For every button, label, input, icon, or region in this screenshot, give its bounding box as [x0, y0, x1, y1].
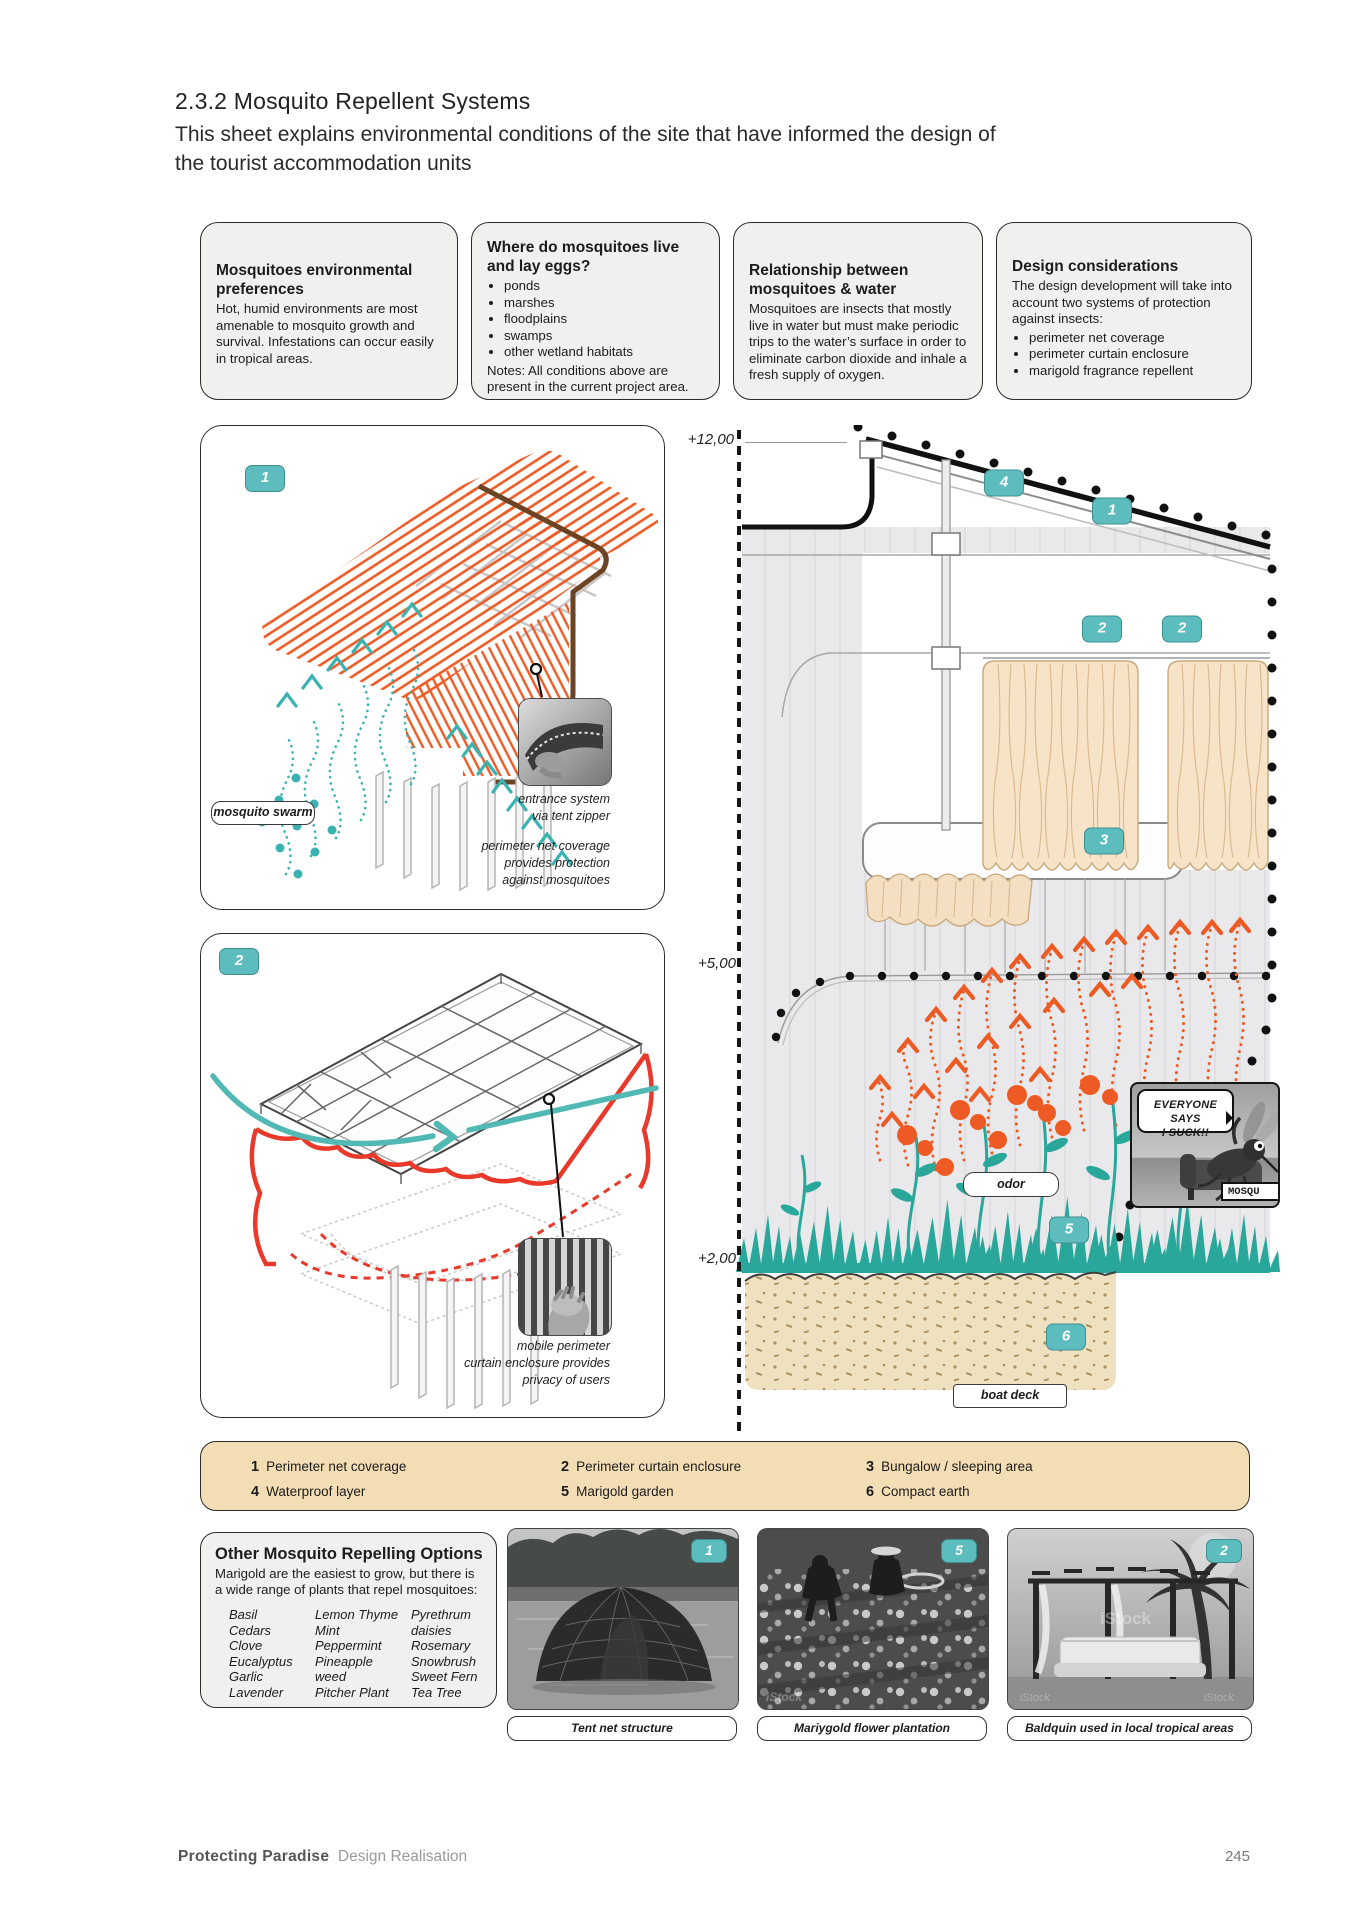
panel1-badge: 1 — [245, 465, 285, 492]
plant: Lemon Thyme — [315, 1607, 399, 1622]
plant: Pyrethrum — [411, 1607, 471, 1622]
infobox-body: The design development will take into account two systems of protection against insects: — [1012, 278, 1232, 326]
legend-item — [561, 1484, 866, 1500]
habitat-list — [504, 278, 704, 361]
legend-number: 3 — [866, 1458, 875, 1475]
legend-label: Compact earth — [881, 1483, 970, 1499]
repelling-options-box — [200, 1532, 497, 1708]
infobox-where-mosquitoes-live — [471, 222, 720, 400]
section-badge-curtain-b: 2 — [1162, 616, 1202, 643]
callout-line: via tent zipper — [532, 809, 610, 823]
photo3-badge: 2 — [1206, 1539, 1242, 1563]
list-item: • perimeter curtain enclosure — [1029, 346, 1236, 363]
footer-doc-title: Design Realisation — [337, 1848, 468, 1865]
section-badge-earth: 6 — [1046, 1324, 1086, 1351]
page-number: 245 — [1224, 1848, 1250, 1865]
plant: daisies — [411, 1622, 452, 1638]
legend-item — [561, 1459, 866, 1475]
legend-number: 1 — [251, 1458, 260, 1475]
intro-line: a wide range of plants that repel mosquitoes: — [215, 1582, 478, 1597]
section-badge-waterproof: 4 — [984, 470, 1024, 497]
elevation-label-2: +2,00 — [698, 1250, 736, 1267]
legend-bar — [200, 1441, 1250, 1511]
plant: Snowbrush — [411, 1653, 477, 1669]
plant: Mint — [315, 1622, 340, 1638]
protection-list — [1029, 330, 1236, 380]
infobox-title: Mosquitoes environmental preferences — [216, 262, 413, 298]
callout-entrance-system — [440, 791, 610, 825]
leader-line — [544, 1094, 563, 1237]
plant-column-2 — [315, 1607, 411, 1700]
zipper-photo-graphic — [519, 699, 611, 785]
photo2-badge: 5 — [941, 1539, 977, 1563]
infobox-environmental-preferences — [200, 222, 458, 400]
photo1-badge: 1 — [691, 1539, 727, 1563]
watermark-text: iStock — [766, 1690, 803, 1704]
zipper-photo-thumbnail — [518, 698, 612, 786]
legend-label: Bungalow / sleeping area — [881, 1458, 1033, 1474]
plant: Rosemary — [411, 1638, 471, 1653]
photo1-caption: Tent net structure — [507, 1716, 737, 1741]
intro-line: Marigold are the easiest to grow, but there is — [215, 1566, 475, 1581]
infobox-body: Hot, humid environments are most amenable to mosquito growth and survival. Infestations can occur easily in tropical areas. — [216, 301, 434, 366]
net-structure-drawing — [201, 426, 662, 907]
infobox-title: Relationship between mosquitoes & water — [749, 262, 909, 298]
plant: Cedars — [229, 1622, 271, 1638]
boat-deck-label: boat deck — [953, 1384, 1067, 1408]
photo3-caption: Baldquin used in local tropical areas — [1007, 1716, 1252, 1741]
infobox-title: Where do mosquitoes live and lay eggs? — [487, 239, 680, 275]
legend-number: 5 — [561, 1483, 570, 1500]
list-item: • swamps — [504, 328, 704, 345]
plant: Peppermint — [315, 1638, 382, 1653]
legend-item — [251, 1484, 561, 1500]
infobox-mosquitoes-and-water — [733, 222, 983, 400]
list-item: • perimeter net coverage — [1029, 330, 1236, 347]
plant: Basil — [229, 1607, 258, 1622]
comic-caption: MOSQU — [1221, 1182, 1280, 1201]
infobox-notes: Notes: All conditions above are present in the current project area. — [487, 362, 689, 394]
callout-line: entrance system — [518, 792, 610, 806]
list-item: • marigold fragrance repellent — [1029, 363, 1236, 380]
speech-line: EVERYONE SAYS — [1153, 1099, 1218, 1125]
section-badge-bungalow: 3 — [1084, 828, 1124, 855]
section-badge-curtain-a: 2 — [1082, 616, 1122, 643]
plant: Sweet Fern — [411, 1669, 478, 1684]
legend-label: Marigold garden — [576, 1483, 674, 1499]
footer — [178, 1848, 467, 1866]
plant: Eucalyptus — [229, 1653, 293, 1669]
repelling-intro — [215, 1566, 484, 1598]
curtain-photo-graphic — [519, 1239, 611, 1335]
comic-speech-bubble — [1137, 1089, 1234, 1139]
panel2-badge: 2 — [219, 948, 259, 975]
odor-label: odor — [963, 1172, 1059, 1197]
roof-frame — [261, 974, 641, 1184]
legend-number: 4 — [251, 1483, 260, 1500]
plant-list — [229, 1607, 484, 1700]
photo2-caption: Mariygold flower plantation — [757, 1716, 987, 1741]
section-cut-line — [737, 430, 741, 1438]
watermark-text: iStock — [1020, 1692, 1050, 1704]
infobox-design-considerations — [996, 222, 1252, 400]
legend-item — [866, 1484, 1249, 1500]
list-item: • other wetland habitats — [504, 344, 704, 361]
callout-line: privacy of users — [522, 1373, 610, 1387]
plant-column-3 — [411, 1607, 484, 1700]
list-item: • marshes — [504, 295, 704, 312]
plant: Pitcher Plant — [315, 1684, 389, 1700]
legend-label: Perimeter net coverage — [266, 1458, 407, 1474]
callout-line: curtain enclosure provides — [464, 1356, 610, 1370]
section-badge-net: 1 — [1092, 498, 1132, 525]
speech-line: I SUCK!! — [1161, 1127, 1209, 1139]
callout-perimeter-net — [420, 838, 610, 889]
mosquito-swarm-label: mosquito swarm — [211, 801, 315, 825]
footer-brand: Protecting Paradise — [178, 1848, 330, 1865]
elevation-label-12: +12,00 — [687, 431, 734, 448]
legend-item — [866, 1459, 1249, 1475]
curtain-photo-thumbnail — [518, 1238, 612, 1336]
bungalow-section-drawing — [680, 425, 1358, 1445]
watermark-text: iStock — [1100, 1609, 1152, 1628]
list-item: • floodplains — [504, 311, 704, 328]
page-title: 2.3.2 Mosquito Repellent Systems — [175, 88, 531, 114]
plant: Lavender — [229, 1684, 284, 1700]
section-badge-garden: 5 — [1049, 1217, 1089, 1244]
callout-line: provides protection — [504, 856, 610, 870]
legend-item — [251, 1459, 561, 1475]
callout-line: mobile perimeter — [516, 1339, 610, 1353]
elevation-label-5: +5,00 — [698, 955, 736, 972]
subtitle-line1: This sheet explains environmental conditions of the site that have informed the design of — [175, 123, 996, 146]
callout-line: perimeter net coverage — [481, 839, 610, 853]
legend-number: 2 — [561, 1458, 570, 1475]
legend-label: Waterproof layer — [266, 1483, 366, 1499]
watermark-text: iStock — [1204, 1692, 1234, 1704]
repelling-title: Other Mosquito Repelling Options — [215, 1545, 483, 1563]
callout-mobile-curtain — [420, 1338, 610, 1389]
plant-column-1 — [229, 1607, 315, 1700]
infobox-body: Mosquitoes are insects that mostly live in water but must make periodic trips to the water’s surface in order to eliminate carbon dioxide and inhale a fresh supply of oxygen. — [749, 301, 967, 382]
plant: Garlic — [229, 1669, 263, 1684]
legend-label: Perimeter curtain enclosure — [576, 1458, 742, 1474]
plant: Pineapple — [315, 1653, 373, 1669]
plant: Tea Tree — [411, 1684, 462, 1700]
mosquito-comic — [1130, 1082, 1280, 1208]
infobox-title: Design considerations — [1012, 258, 1179, 275]
callout-line: against mosquitoes — [502, 873, 610, 887]
page-subtitle — [175, 120, 996, 178]
legend-number: 6 — [866, 1483, 875, 1500]
plant: Clove — [229, 1638, 263, 1653]
plant: weed — [315, 1669, 347, 1684]
list-item: • ponds — [504, 278, 704, 295]
subtitle-line2: the tourist accommodation units — [175, 152, 472, 175]
